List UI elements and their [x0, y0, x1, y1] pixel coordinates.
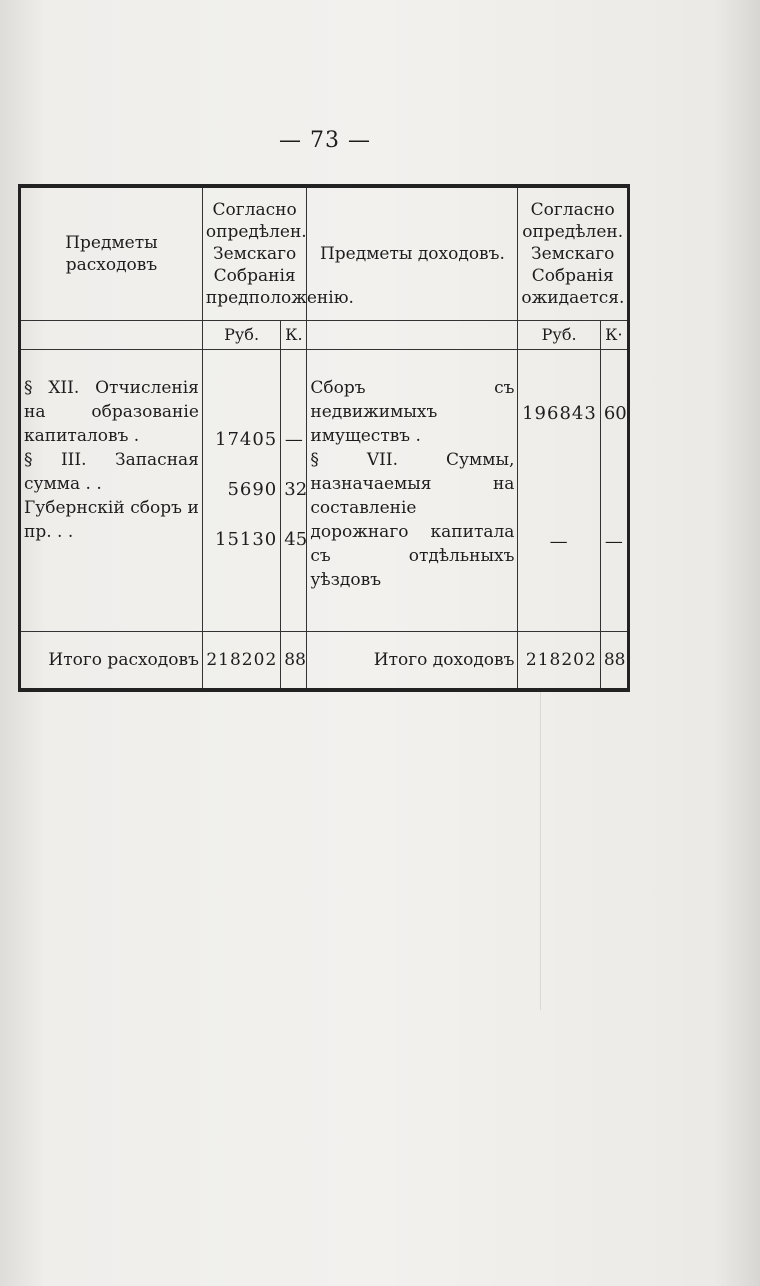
income-kop-value: 60: [603, 402, 627, 424]
expense-rub-value: 17405: [215, 428, 278, 450]
income-labels-cell: [307, 349, 518, 631]
expense-labels-cell: [20, 349, 203, 631]
totals-row: [20, 632, 629, 691]
header-income-items: Предметы доходовъ.: [307, 186, 518, 320]
header-expenses-basis: Согласно опредѣлен. Земскаго Собранія предположенію.: [202, 186, 307, 320]
total-expenses-kop: 88: [281, 632, 307, 691]
income-item-label: § VII. Суммы, назначаемыя на составленіе дорожнаго капитала съ отдѣльныхъ уѣздовъ: [310, 449, 515, 590]
income-item-label: Сборъ съ недвижимыхъ имуществъ .: [310, 377, 515, 446]
total-income-rub: 218202: [518, 632, 600, 691]
expense-rub-value: 15130: [215, 528, 278, 550]
expense-item-label: § XII. Отчисленія на образованіе капиталовъ .: [24, 377, 199, 446]
expense-kop-value: 45: [284, 528, 308, 550]
expense-kop-value: —: [284, 428, 303, 450]
expense-rub-value: 5690: [227, 478, 278, 500]
expense-item-label: § III. Запасная сумма . .: [24, 449, 199, 494]
total-expenses-label: Итого расходовъ: [20, 632, 203, 691]
budget-table: [18, 184, 630, 692]
expense-kop-cell: [281, 349, 307, 631]
income-kop-value: —: [604, 530, 623, 552]
unit-kop: К.: [281, 320, 307, 349]
income-kop-cell: [600, 349, 628, 631]
expense-rub-cell: [202, 349, 280, 631]
total-expenses-rub: 218202: [202, 632, 280, 691]
expense-item-label: Губернскій сборъ и пр. . .: [24, 497, 199, 542]
header-row: [20, 186, 629, 320]
unit-rub: Руб.: [202, 320, 280, 349]
income-rub-value: —: [549, 530, 569, 552]
header-expenses-items: Предметы расходовъ: [20, 186, 203, 320]
table-body-row: [20, 349, 629, 631]
header-income-basis: Согласно опредѣлен. Земскаго Собранія ожидается.: [518, 186, 629, 320]
total-income-label: Итого доходовъ: [307, 632, 518, 691]
income-rub-cell: [518, 349, 600, 631]
unit-kop-income: К·: [600, 320, 628, 349]
income-rub-value: 196843: [522, 402, 597, 424]
unit-rub-income: Руб.: [518, 320, 600, 349]
total-income-kop: 88: [600, 632, 628, 691]
page-number: — 73 —: [279, 128, 371, 153]
expense-kop-value: 32: [284, 478, 308, 500]
bleed-through-shadow: [540, 690, 643, 1010]
units-row: [20, 320, 629, 349]
